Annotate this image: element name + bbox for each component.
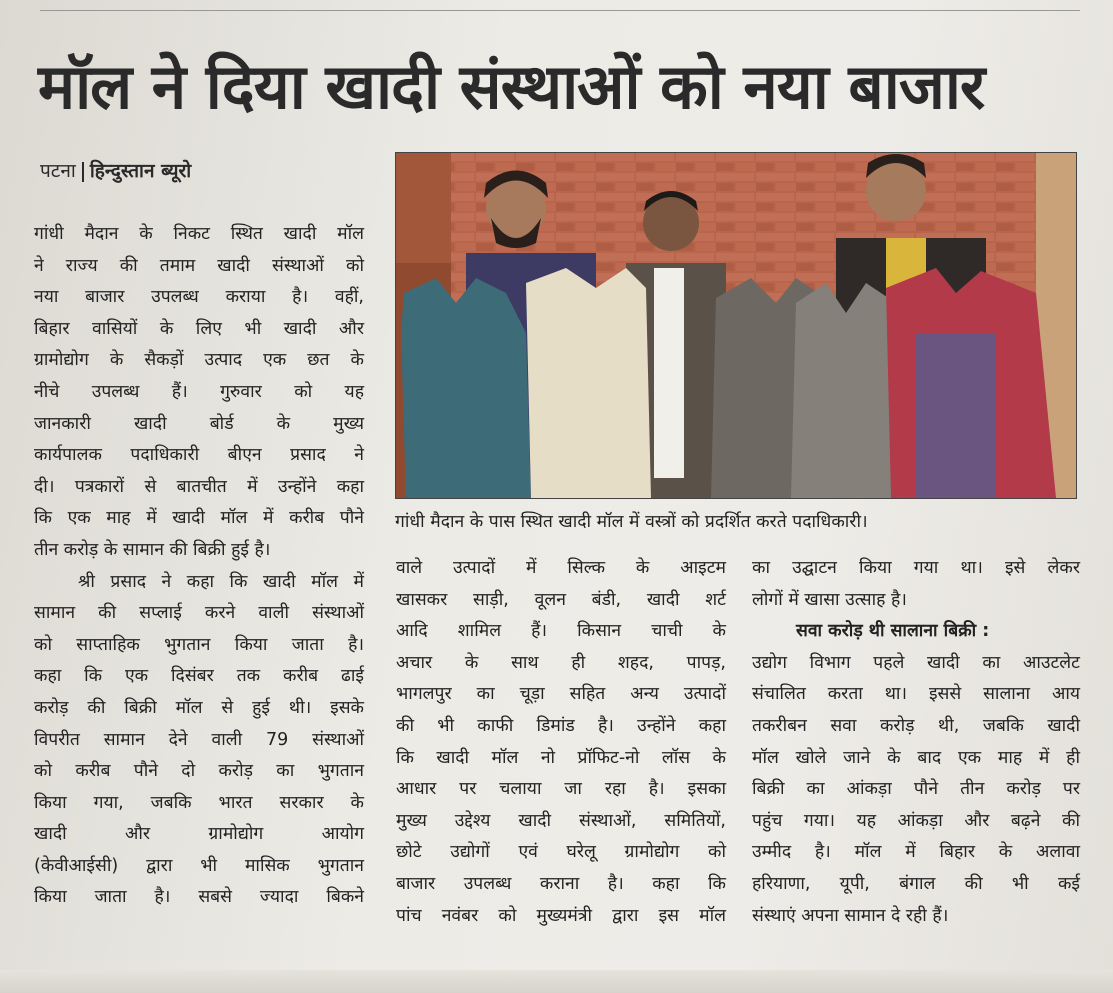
text-line: को करीब पौने दो करोड़ का भुगतान bbox=[34, 761, 364, 782]
text-line: वाले उत्पादों में सिल्क के आइटम bbox=[396, 558, 726, 578]
text-line: को साप्ताहिक भुगतान किया जाता है। bbox=[34, 634, 364, 655]
text-line: नीचे उपलब्ध हैं। गुरुवार को यह bbox=[34, 381, 364, 402]
text-line: आदि शामिल हैं। किसान चाची के bbox=[396, 621, 726, 642]
text-line: बिक्री का आंकड़ा पौने तीन करोड़ पर bbox=[752, 779, 1080, 800]
text-line: श्री प्रसाद ने कहा कि खादी मॉल में bbox=[78, 571, 364, 592]
text-line: किया जाता है। सबसे ज्यादा बिकने bbox=[34, 887, 364, 908]
text-line: (केवीआईसी) द्वारा भी मासिक भुगतान bbox=[34, 855, 364, 876]
text-line: खादी और ग्रामोद्योग आयोग bbox=[34, 824, 364, 845]
article-column-1 bbox=[34, 219, 364, 914]
text-line: मॉल खोले जाने के बाद एक माह में ही bbox=[752, 747, 1080, 768]
dateline-city: पटना bbox=[40, 160, 76, 182]
text-line: भागलपुर का चूड़ा सहित अन्य उत्पादों bbox=[396, 684, 726, 705]
dateline bbox=[40, 156, 191, 186]
text-line: संचालित करता था। इससे सालाना आय bbox=[752, 684, 1080, 705]
text-line: पहुंच गया। यह आंकड़ा और बढ़ने की bbox=[752, 810, 1080, 831]
text-line: तीन करोड़ के सामान की बिक्री हुई है। bbox=[34, 539, 271, 560]
text-line: लोगों में खासा उत्साह है। bbox=[752, 589, 907, 610]
text-line: ने राज्य की तमाम खादी संस्थाओं को bbox=[34, 255, 364, 276]
photo-caption: गांधी मैदान के पास स्थित खादी मॉल में वस्त्रों को प्रदर्शित करते पदाधिकारी। bbox=[395, 512, 868, 532]
text-line: कहा कि एक दिसंबर तक करीब ढाई bbox=[34, 666, 364, 687]
text-line: का उद्घाटन किया गया था। इसे लेकर bbox=[752, 558, 1080, 578]
text-line: कि एक माह में खादी मॉल में करीब पौने bbox=[34, 508, 364, 529]
text-line: छोटे उद्योगों एवं घरेलू ग्रामोद्योग को bbox=[396, 842, 726, 863]
text-line: जानकारी खादी बोर्ड के मुख्य bbox=[34, 413, 364, 434]
text-line: की भी काफी डिमांड है। उन्होंने कहा bbox=[396, 715, 726, 736]
text-line: करोड़ की बिक्री मॉल से हुई थी। इसके bbox=[34, 697, 364, 718]
article-column-2 bbox=[396, 553, 726, 932]
dateline-separator bbox=[82, 162, 84, 182]
top-rule bbox=[40, 10, 1080, 11]
text-line: बिहार वासियों के लिए भी खादी और bbox=[34, 318, 364, 339]
text-line: गांधी मैदान के निकट स्थित खादी मॉल bbox=[34, 224, 364, 244]
text-line: उम्मीद है। मॉल में बिहार के अलावा bbox=[752, 842, 1080, 863]
text-line: नया बाजार उपलब्ध कराया है। वहीं, bbox=[34, 287, 364, 308]
text-line: खासकर साड़ी, वूलन बंडी, खादी शर्ट bbox=[396, 589, 726, 610]
text-line: दी। पत्रकारों से बातचीत में उन्होंने कहा bbox=[34, 476, 364, 497]
subheading: सवा करोड़ थी सालाना बिक्री : bbox=[796, 621, 990, 642]
news-photo bbox=[395, 152, 1077, 499]
text-line: सामान की सप्लाई करने वाली संस्थाओं bbox=[34, 603, 364, 624]
headline: मॉल ने दिया खादी संस्थाओं को नया बाजार bbox=[38, 50, 985, 123]
text-line: किया गया, जबकि भारत सरकार के bbox=[34, 792, 364, 813]
dateline-bureau: हिन्दुस्तान ब्यूरो bbox=[89, 160, 192, 182]
text-line: अचार के साथ ही शहद, पापड़, bbox=[396, 652, 726, 673]
text-line: उद्योग विभाग पहले खादी का आउटलेट bbox=[752, 652, 1080, 673]
text-line: हरियाणा, यूपी, बंगाल की भी कई bbox=[752, 873, 1080, 894]
text-line: पांच नवंबर को मुख्यमंत्री द्वारा इस मॉल bbox=[396, 905, 726, 926]
article-column-3 bbox=[752, 553, 1080, 932]
text-line: कार्यपालक पदाधिकारी बीएन प्रसाद ने bbox=[34, 445, 364, 466]
text-line: मुख्य उद्देश्य खादी संस्थाओं, समितियों, bbox=[396, 810, 726, 831]
text-line: आधार पर चलाया जा रहा है। इसका bbox=[396, 779, 726, 800]
photo-illustration bbox=[396, 153, 1076, 498]
page-bottom-edge bbox=[0, 970, 1113, 993]
text-line: बाजार उपलब्ध कराना है। कहा कि bbox=[396, 873, 726, 894]
text-line: तकरीबन सवा करोड़ थी, जबकि खादी bbox=[752, 715, 1080, 736]
text-line: संस्थाएं अपना सामान दे रही हैं। bbox=[752, 905, 949, 926]
text-line: विपरीत सामान देने वाली 79 संस्थाओं bbox=[34, 729, 364, 750]
text-line: ग्रामोद्योग के सैकड़ों उत्पाद एक छत के bbox=[34, 350, 364, 371]
text-line: कि खादी मॉल नो प्रॉफिट-नो लॉस के bbox=[396, 747, 726, 768]
